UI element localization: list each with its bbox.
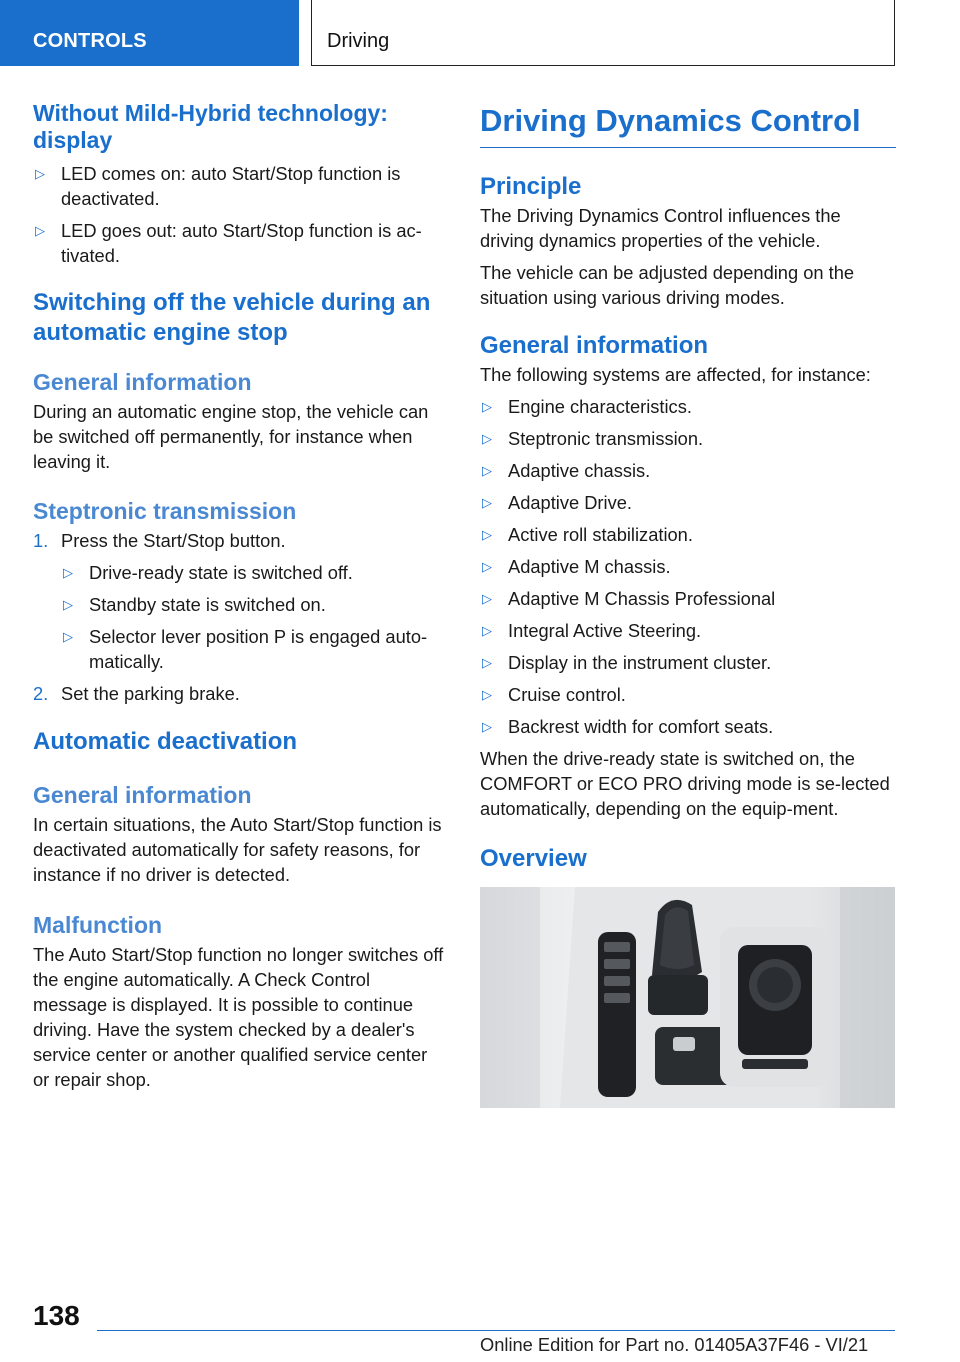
chapter-header	[311, 0, 895, 66]
heading-malfunction: Malfunction	[33, 912, 163, 938]
triangle-bullet-icon: ▷	[63, 597, 73, 612]
step-number: 2.	[33, 683, 49, 704]
right-column	[480, 101, 896, 1108]
automatic-deactivation-text: In certain situations, the Auto Start/Stop function is deactivated automatically for safety reasons, for instance if no driver is detected.	[33, 814, 442, 885]
chapter-title: Driving	[327, 30, 390, 52]
list-item: ▷ Integral Active Steering.	[482, 620, 702, 641]
heading-general-information-right: General information	[480, 332, 709, 359]
list-item: ▷ Steptronic transmission.	[482, 428, 704, 449]
without-mild-hybrid-list	[33, 161, 446, 268]
triangle-bullet-icon: ▷	[482, 655, 492, 670]
heading-driving-dynamics-control: Driving Dynamics Control	[480, 101, 896, 148]
list-item: ▷ LED comes on: auto Start/Stop function is deactivated.	[35, 163, 401, 209]
list-item: ▷ LED goes out: auto Start/Stop function is ac‐tivated.	[35, 220, 422, 266]
affected-systems-list	[480, 394, 896, 739]
list-item: ▷ Adaptive Drive.	[482, 492, 632, 513]
step-item	[33, 528, 446, 674]
heading-principle: Principle	[480, 173, 582, 200]
triangle-bullet-icon: ▷	[482, 623, 492, 638]
heading-overview: Overview	[480, 845, 587, 872]
malfunction-text: The Auto Start/Stop function no longer switches off the engine automatically. A Check Control message is displayed. It is possible to continue driving. Have the system checked by a dealer's service center or another qualified service center or repair shop.	[33, 944, 444, 1090]
heading-steptronic: Steptronic transmission	[33, 498, 297, 524]
heading-without-mild-hybrid: Without Mild-Hybrid technology: display	[33, 100, 388, 153]
general-information-text: During an automatic engine stop, the vehicle can be switched off permanently, for instance when leaving it.	[33, 401, 429, 472]
steptronic-steps	[33, 528, 446, 706]
list-item: ▷ Adaptive M Chassis Professional	[482, 588, 776, 609]
step-sub-list	[61, 560, 446, 674]
step-item	[33, 681, 446, 706]
center-console-photo	[480, 887, 895, 1108]
list-item: ▷ Drive-ready state is switched off.	[63, 562, 353, 583]
triangle-bullet-icon: ▷	[482, 431, 492, 446]
triangle-bullet-icon: ▷	[35, 223, 45, 238]
heading-general-information: General information	[33, 369, 252, 395]
list-item: ▷ Active roll stabilization.	[482, 524, 693, 545]
list-item: ▷ Selector lever position P is engaged auto‐matically.	[63, 626, 428, 672]
heading-general-information-2: General information	[33, 782, 252, 808]
list-item: ▷ Adaptive chassis.	[482, 460, 651, 481]
triangle-bullet-icon: ▷	[63, 565, 73, 580]
footer-divider	[97, 1330, 895, 1331]
step-number: 1.	[33, 530, 49, 551]
center-console-illustration	[480, 887, 895, 1108]
general-information-intro: The following systems are affected, for instance:	[480, 364, 871, 385]
step-text: Press the Start/Stop button.	[61, 530, 286, 551]
triangle-bullet-icon: ▷	[482, 559, 492, 574]
footer-edition: Online Edition for Part no. 01405A37F46 - VI/21	[480, 1334, 869, 1355]
heading-switching-off: Switching off the vehicle during an automatic engine stop	[33, 289, 431, 346]
triangle-bullet-icon: ▷	[482, 719, 492, 734]
triangle-bullet-icon: ▷	[482, 463, 492, 478]
list-item: ▷ Adaptive M chassis.	[482, 556, 671, 577]
step-text: Set the parking brake.	[61, 683, 240, 704]
triangle-bullet-icon: ▷	[482, 591, 492, 606]
principle-text-2: The vehicle can be adjusted depending on the situation using various driving modes.	[480, 262, 855, 308]
list-item: ▷ Display in the instrument cluster.	[482, 652, 772, 673]
list-item: ▷ Engine characteristics.	[482, 396, 692, 417]
section-tab	[0, 0, 299, 66]
principle-text-1: The Driving Dynamics Control influences the driving dynamics properties of the vehicle.	[480, 205, 841, 251]
triangle-bullet-icon: ▷	[482, 495, 492, 510]
triangle-bullet-icon: ▷	[482, 399, 492, 414]
list-item: ▷ Backrest width for comfort seats.	[482, 716, 774, 737]
triangle-bullet-icon: ▷	[482, 527, 492, 542]
driving-mode-text: When the drive-ready state is switched on, the COMFORT or ECO PRO driving mode is se‐lected automatically, depending on the equip‐ment.	[480, 748, 890, 819]
left-column	[33, 100, 446, 1092]
list-item: ▷ Standby state is switched on.	[63, 594, 326, 615]
triangle-bullet-icon: ▷	[35, 166, 45, 181]
section-title: CONTROLS	[33, 30, 147, 52]
triangle-bullet-icon: ▷	[482, 687, 492, 702]
triangle-bullet-icon: ▷	[63, 629, 73, 644]
heading-automatic-deactivation: Automatic deactivation	[33, 728, 298, 755]
list-item: ▷ Cruise control.	[482, 684, 626, 705]
page-number: 138	[33, 1300, 80, 1331]
